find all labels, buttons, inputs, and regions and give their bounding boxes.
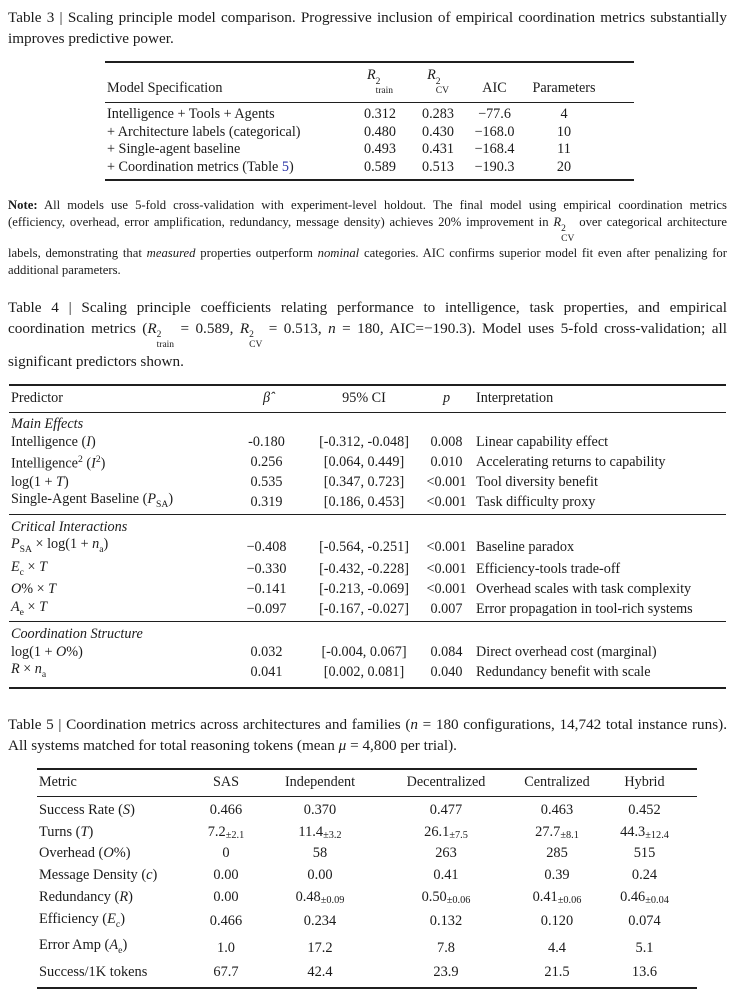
table-cell: 13.6 [631,964,658,981]
table-cell: −0.408 [246,538,287,555]
table-cell: −190.3 [474,158,515,175]
table-row [105,103,634,124]
table-cell: Task difficulty proxy [476,493,596,510]
table-row [37,843,697,865]
table-cell: 0.007 [430,601,463,618]
table-cell: Turns (T) [39,823,94,840]
table-cell: −168.0 [474,123,515,140]
table-cell: 20 [556,158,572,175]
table-cell: [-0.004, 0.067] [321,643,407,660]
table-cell: Direct overhead cost (marginal) [476,643,657,660]
table4 [9,384,726,689]
table-row [37,796,697,821]
header-row [37,769,697,797]
table-cell: 0.370 [303,801,337,818]
table-cell: Redundancy benefit with scale [476,663,651,680]
table-cell: $0.48_{\pm 0.09}$ [295,888,345,906]
column-header: R 2 train [345,62,415,103]
table-cell: 0.00 [213,888,239,905]
table-cell: -0.180 [248,433,285,450]
table3-note: Note: All models use 5-fold cross-validation with experiment-level holdout. The final model using empirical coordination metrics (efficiency, overhead, error amplification, redundancy, message density) achieves 20% improvement in R 2 CV over categorical architecture labels, demonstrating that measured properties outperform nominal categories. AIC confirms superior model fit even after penalizing for additional parameters. [8,198,727,278]
table-cell: 21.5 [544,964,570,981]
table-cell: 0.466 [209,913,243,930]
table-cell: [0.002, 0.081] [323,663,405,680]
table-cell: 0.234 [303,913,337,930]
table-row [37,962,697,988]
table-cell: 0.256 [250,453,283,470]
table-cell: 0.00 [213,867,239,884]
table-cell: [-0.167, -0.027] [319,601,409,618]
table-cell: 17.2 [307,939,333,956]
header-row [105,62,634,103]
table-cell: 0.312 [364,106,396,123]
section-row [9,514,726,536]
table-cell: 0.040 [430,663,463,680]
table-cell: <0.001 [426,493,467,510]
table-cell: + Architecture labels (categorical) [107,123,301,140]
table-cell: $A_e \times T$ [11,598,47,618]
table-cell: Intelligence (I) [11,433,96,450]
table-cell: 0.477 [429,801,463,818]
table-cell: −0.141 [246,581,287,598]
table-cell: Baseline paradox [476,538,575,555]
table-row [37,865,697,887]
column-header: 95% CI [309,385,419,413]
column-header: Metric [37,769,182,797]
table-cell: 42.4 [307,964,333,981]
table-cell: Intelligence$^2$ $(I^2)$ [11,454,106,473]
column-header: β̂ [224,385,309,413]
table-cell: $E_c \times T$ [11,558,47,578]
table-row [9,644,726,662]
table-cell: <0.001 [426,473,467,490]
table-cell: 0.480 [364,123,396,140]
table5-caption: Table 5 | Coordination metrics across architectures and families (n = 180 configurations, 14,742 total instance runs). All systems matched for total reasoning tokens (mean μ = 4,800 per trial). [8,715,728,754]
table-cell: 0.010 [430,453,463,470]
table-cell: −0.097 [246,601,287,618]
table-cell: 0.084 [430,643,463,660]
table-cell: 0.041 [250,663,283,680]
table-cell: 0.452 [628,801,661,818]
table-cell: 285 [546,845,568,862]
column-header: Decentralized [370,769,522,797]
table-cell: Tool diversity benefit [476,473,598,490]
section-label: Coordination Structure [9,622,726,644]
table-row [9,491,726,514]
table-row [37,822,697,844]
table-row [105,159,634,180]
table-cell: 10 [556,123,572,140]
table-cell: $44.3_{\pm 12.4}$ [620,823,669,841]
table-cell: Efficiency-tools trade-off [476,561,621,578]
table-cell: 0.032 [250,643,283,660]
table-cell: log(1 + O%) [11,643,83,660]
table-cell: $26.1_{\pm 7.5}$ [424,823,468,841]
table5-link[interactable]: 5 [281,158,289,175]
table-cell: Accelerating returns to capability [476,453,666,470]
table-cell: Single-Agent Baseline $(P_{SA})$ [11,491,174,511]
table-row [9,434,726,452]
table-cell: 0.24 [631,867,658,884]
table-cell: + Single-agent baseline [107,141,241,158]
table-cell: Redundancy (R) [39,888,133,905]
table-cell: 0.41 [433,867,459,884]
table-cell: 0.39 [544,867,570,884]
table-cell: [-0.312, -0.048] [319,433,409,450]
table-row [37,935,697,962]
table-cell: Overhead (O%) [39,845,131,862]
table-cell: 58 [312,845,328,862]
table-cell: + Coordination metrics (Table 5) [107,158,294,175]
column-header: Centralized [522,769,592,797]
table-cell: <0.001 [426,538,467,555]
table-row [9,451,726,473]
table-cell: 0 [222,845,230,862]
column-header: Predictor [9,385,224,413]
table-cell: 263 [435,845,457,862]
table-cell: O% × T [11,581,57,598]
section-label: Critical Interactions [9,514,726,536]
table-cell: $0.46_{\pm 0.04}$ [620,888,669,906]
table-cell: 0.431 [422,141,454,158]
table-row [37,887,697,909]
column-header: p [419,385,474,413]
table-cell: 0.008 [430,433,463,450]
table-row [37,909,697,936]
table-cell: 0.466 [209,801,243,818]
table-cell: 0.120 [540,913,574,930]
table-cell: 0.074 [628,913,661,930]
table5 [37,768,697,989]
column-header: Interpretation [474,385,726,413]
table-cell: Success/1K tokens [39,964,148,981]
table-cell: Success Rate (S) [39,801,135,818]
column-header: Independent [270,769,370,797]
table-cell: 5.1 [635,939,654,956]
table-cell: Intelligence + Tools + Agents [107,106,275,123]
table-row [105,124,634,141]
table-cell: <0.001 [426,581,467,598]
table-cell: [0.186, 0.453] [323,493,405,510]
section-label: Main Effects [11,416,84,433]
table-row [9,474,726,492]
header-row [9,385,726,413]
table-cell: 0.589 [364,158,396,175]
table-cell: 0.319 [250,493,283,510]
table3-caption: Table 3 | Scaling principle model comparison. Progressive inclusion of empirical coordination metrics substantially improves predictive power. [8,9,727,47]
table4-caption: Table 4 | Scaling principle coefficients relating performance to intelligence, task properties, and empirical coordination metrics (R 2 train = 0.589, R 2 CV = 0.513, n = 180, AIC=−190.3). Model uses 5-fold cross-validation; all significant predictors shown. [8,298,727,371]
table3 [105,61,634,181]
table-cell: $11.4_{\pm 3.2}$ [298,823,342,841]
table-cell: Efficiency $(E_c)$ [39,910,125,930]
table-cell: [-0.564, -0.251] [319,538,409,555]
table-cell: 0.132 [429,913,463,930]
column-header: Hybrid [592,769,697,797]
table-cell: 0.00 [307,867,333,884]
table-cell: 0.283 [422,106,454,123]
table-cell: −77.6 [478,106,511,123]
table-cell: Error Amp $(A_e)$ [39,937,128,957]
table-cell: −0.330 [246,561,287,578]
table-cell: 0.463 [540,801,574,818]
table-cell: <0.001 [426,561,467,578]
table-cell: [0.347, 0.723] [323,473,405,490]
table-cell: 23.9 [433,964,459,981]
table-row [9,559,726,581]
table-cell: 4 [560,106,568,123]
table-cell: Overhead scales with task complexity [476,581,692,598]
section-row [9,622,726,644]
table-cell: Linear capability effect [476,433,609,450]
column-header: R 2 CV [415,62,461,103]
table-cell: $27.7_{\pm 8.1}$ [535,823,579,841]
table-cell: 4.4 [548,939,566,956]
table-cell: $0.50_{\pm 0.06}$ [421,888,471,906]
table-cell: Message Density (c) [39,867,158,884]
column-header: Model Specification [105,62,345,103]
table-cell: 0.493 [364,141,396,158]
table-cell: $R \times n_a$ [11,661,47,681]
table-cell: 0.430 [422,123,454,140]
section-row [9,413,726,434]
table-cell: $P_{SA} \times \log(1 + n_a)$ [11,536,109,556]
table-cell: 0.513 [422,158,454,175]
column-header: Parameters [528,62,634,103]
table-cell: 11 [557,141,571,158]
table-cell: 67.7 [213,964,239,981]
table-cell: log(1 + T) [11,473,69,490]
table-cell: $7.2_{\pm 2.1}$ [207,823,245,841]
table-row [9,599,726,622]
table-cell: $0.41_{\pm 0.06}$ [532,888,582,906]
table-row [9,581,726,599]
table-row [105,141,634,158]
table-row [9,661,726,687]
table-cell: Error propagation in tool-rich systems [476,601,693,618]
table-cell: 0.535 [250,473,283,490]
table-row [9,536,726,558]
table-cell: 7.8 [437,939,455,956]
table-cell: −168.4 [474,141,515,158]
column-header: AIC [461,62,528,103]
table-cell: [-0.213, -0.069] [319,581,409,598]
table-cell: [0.064, 0.449] [323,453,405,470]
table-cell: 515 [633,845,656,862]
table-cell: 1.0 [217,939,235,956]
column-header: SAS [182,769,270,797]
table-cell: [-0.432, -0.228] [319,561,409,578]
